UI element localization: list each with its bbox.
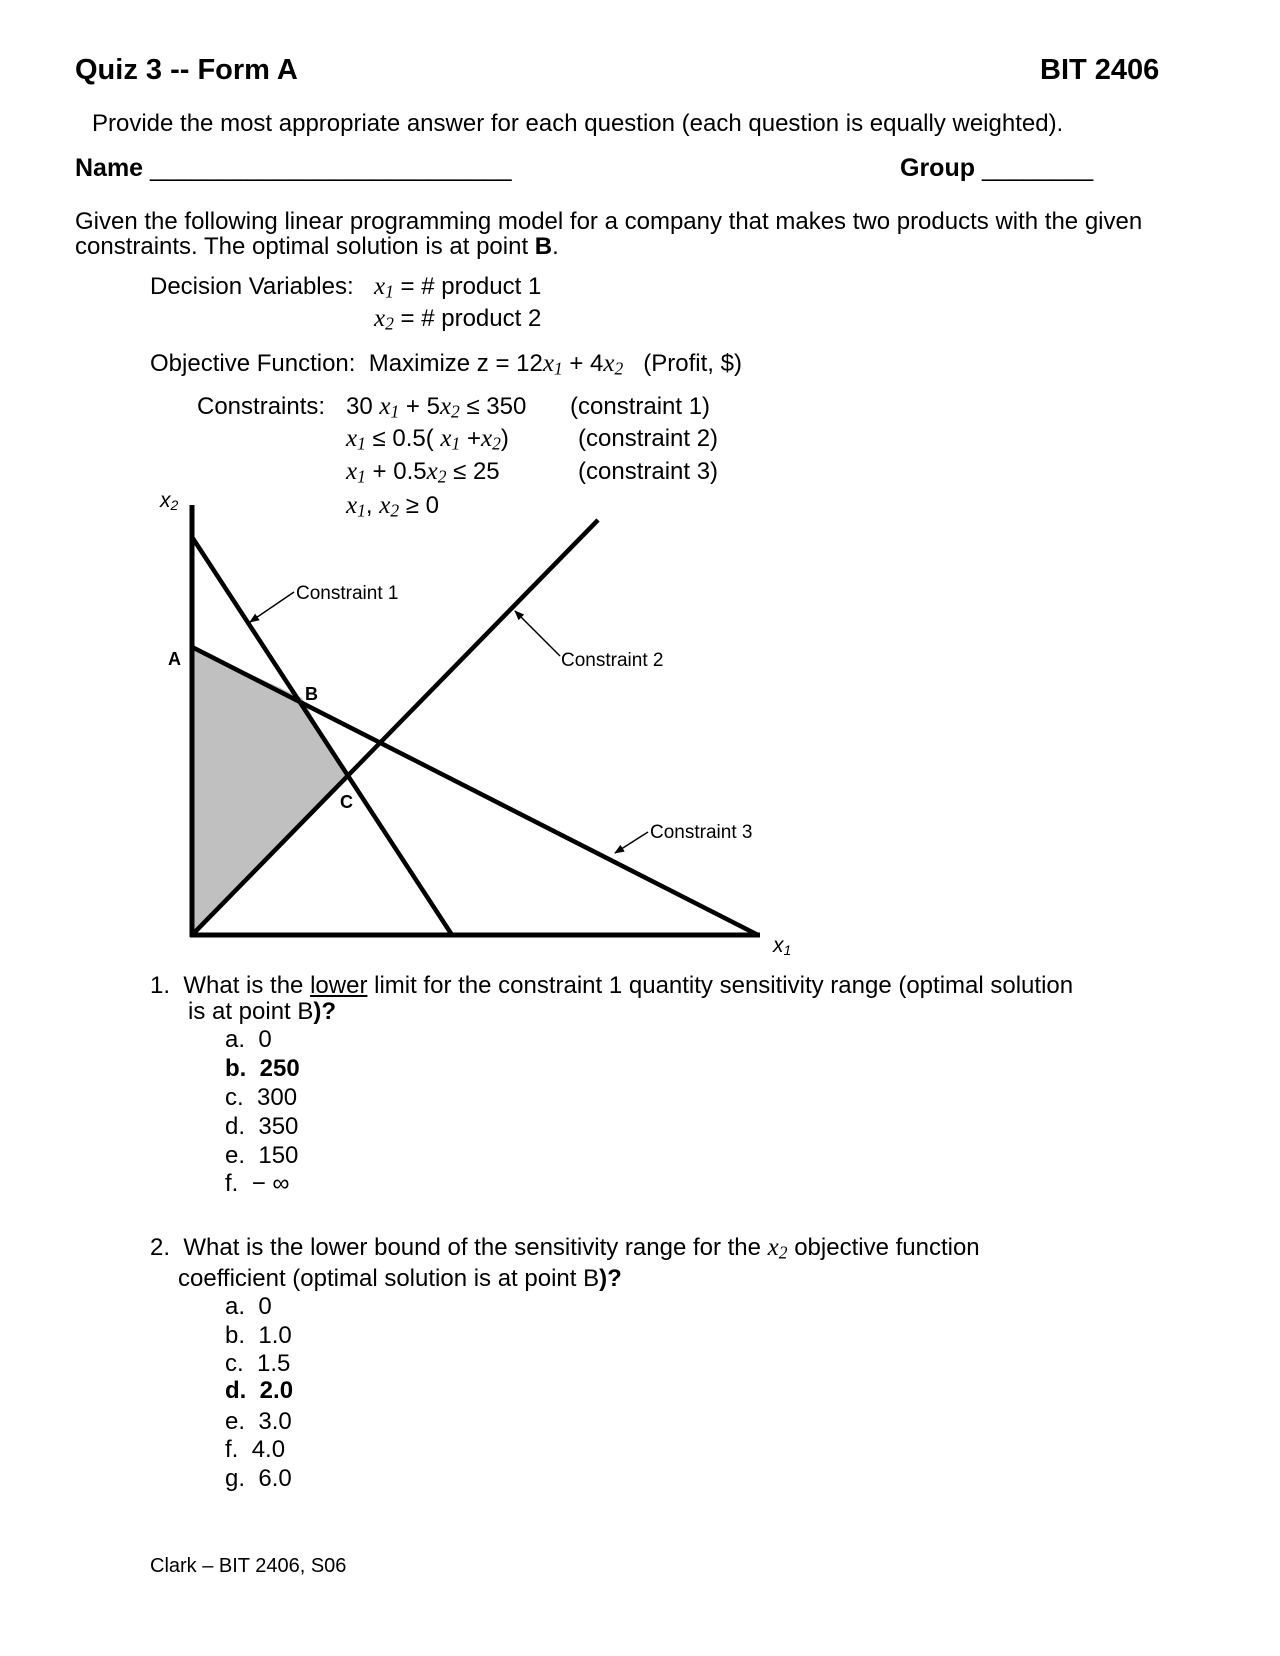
option-value: 1.5 [257,1350,291,1377]
q2-option-f[interactable] [225,1436,285,1464]
option-letter: f. [225,1436,239,1463]
name-label: Name [75,154,144,182]
intro-period: . [552,233,559,260]
question-1-line-2 [188,998,336,1026]
sub: 1 [451,433,461,454]
option-letter: b. [225,1055,247,1082]
var-x: x [439,393,452,420]
c1-plus: + 5 [405,393,440,420]
x-axis-label [772,934,791,958]
sub: 1 [385,281,394,302]
option-letter: b. [225,1322,246,1349]
constraint-3-label: Constraint 3 [650,822,753,843]
axis-var: x [160,489,171,512]
comma: , [365,492,373,519]
sub: 2 [385,313,394,334]
c1-coef: 30 [346,393,373,420]
axis-var: x [773,934,784,957]
var-x: x [346,425,358,452]
var-x: x [440,425,452,452]
c2-close: ) [500,425,509,452]
instructions: Provide the most appropriate answer for each question (each question is equally weighted). [92,110,1064,137]
feasible-region [192,647,347,935]
sub: 1 [357,433,366,454]
option-value: 1.0 [258,1322,292,1349]
var-x: x [379,492,391,519]
question-emphasis: lower [310,972,368,999]
dv1-text: = # product 1 [400,273,542,300]
option-letter: e. [225,1142,246,1169]
sub: 2 [492,433,501,454]
q2-option-b[interactable] [225,1322,292,1350]
constraint-3-tag: (constraint 3) [578,458,719,485]
objective-text: Maximize z = 12 [368,350,543,377]
c3-plus: + 0.5 [372,458,427,485]
option-letter: a. [225,1293,246,1320]
option-letter: f. [225,1170,239,1197]
y-axis-label [159,489,179,513]
intro-text: constraints. The optimal solution is at point [75,233,535,260]
constraint-2-label: Constraint 2 [561,650,664,671]
nonneg-rel: ≥ 0 [405,492,439,519]
option-letter: d. [225,1113,246,1140]
c2-rel: ≤ 0.5( [372,425,434,452]
course-code: BIT 2406 [1040,54,1160,86]
var-x: x [379,393,391,420]
var-x: x [374,273,386,300]
option-value: 150 [258,1142,299,1169]
question-number: 2. [150,1234,171,1261]
q1-option-f[interactable] [225,1170,289,1198]
question-text-cont: limit for the constraint 1 quantity sensitivity range (optimal solution [367,972,1074,999]
q1-option-e[interactable] [225,1142,298,1170]
constraint-1-arrow [250,592,294,622]
question-1 [150,972,1073,1000]
axis-sub: 2 [170,497,179,513]
var-x: x [426,458,438,485]
question-text: What is the lower bound of the sensitivity range for the [183,1234,768,1261]
constraint-2-arrow [515,611,560,656]
footer-text: Clark – BIT 2406, S06 [150,1555,347,1577]
axis-sub: 1 [783,942,792,958]
question-2 [150,1234,980,1262]
point-a-label: A [168,649,181,669]
question-text-cont: objective function [787,1234,980,1261]
q2-option-c[interactable] [225,1350,290,1378]
c1-rhs: ≤ 350 [466,393,527,420]
point-c-label: C [340,792,353,812]
option-letter: a. [225,1026,246,1053]
q2-option-g[interactable] [225,1465,292,1493]
var-x: x [542,350,554,377]
c3-rhs: ≤ 25 [453,458,500,485]
constraint-3-arrow [615,832,648,853]
q2-option-d[interactable] [225,1377,293,1405]
option-letter: d. [225,1377,247,1404]
option-value: 0 [258,1293,272,1320]
var-x: x [374,305,386,332]
intro-line-1: Given the following linear programming model for a company that makes two products with the given [75,208,1143,235]
sub: 2 [390,500,400,521]
option-value: 4.0 [251,1436,286,1463]
option-value: 3.0 [258,1408,292,1435]
sub: 1 [357,466,366,487]
question-text-line2: coefficient (optimal solution is at point B [178,1265,600,1292]
decision-variables-label: Decision Variables: [150,273,354,300]
constraint-1-tag: (constraint 1) [570,393,711,420]
option-letter: g. [225,1465,246,1492]
sub: 2 [451,401,460,422]
point-b-label: B [305,684,318,704]
optimal-point-label: B [534,233,553,260]
option-value: 350 [258,1113,299,1140]
option-value: 250 [259,1055,300,1082]
option-value: 6.0 [258,1465,292,1492]
group-blank: ________ [981,154,1094,182]
sub: 2 [437,466,447,487]
c2-plus: + [466,425,481,452]
constraints-label: Constraints: [197,393,326,420]
option-letter: c. [225,1084,244,1111]
sub: 2 [778,1242,788,1263]
q2-option-a[interactable] [225,1293,272,1321]
sub: 2 [614,358,624,379]
var-x: x [603,350,615,377]
option-value: 300 [257,1084,298,1111]
group-label: Group [900,154,975,182]
question-text-line2: is at point B [188,998,314,1025]
option-value: − ∞ [251,1170,290,1197]
sub: 1 [553,358,563,379]
q1-option-a[interactable] [225,1026,272,1054]
q1-option-c[interactable] [225,1084,297,1112]
var-x: x [767,1234,779,1261]
question-2-line-2 [178,1265,622,1293]
question-number: 1. [150,972,171,999]
objective-plus: + 4 [569,350,604,377]
question-text: What is the [183,972,311,999]
constraint-1-label: Constraint 1 [296,583,399,604]
sub: 1 [390,401,400,422]
page-title: Quiz 3 -- Form A [75,54,298,86]
var-x: x [480,425,493,452]
sub: 1 [357,500,366,521]
var-x: x [346,458,358,485]
option-value: 0 [258,1026,272,1053]
option-value: 2.0 [259,1377,294,1404]
option-letter: e. [225,1408,246,1435]
question-end: )? [313,998,337,1025]
var-x: x [346,492,358,519]
q1-option-b[interactable] [225,1055,300,1083]
option-letter: c. [225,1350,244,1377]
objective-units: (Profit, $) [643,350,742,377]
dv2-text: = # product 2 [400,305,542,332]
question-end: )? [599,1265,622,1292]
constraint-2-tag: (constraint 2) [578,425,719,452]
objective-label: Objective Function: [150,350,356,377]
q1-option-d[interactable] [225,1113,298,1141]
name-blank: __________________________ [150,154,512,182]
q2-option-e[interactable] [225,1408,292,1436]
